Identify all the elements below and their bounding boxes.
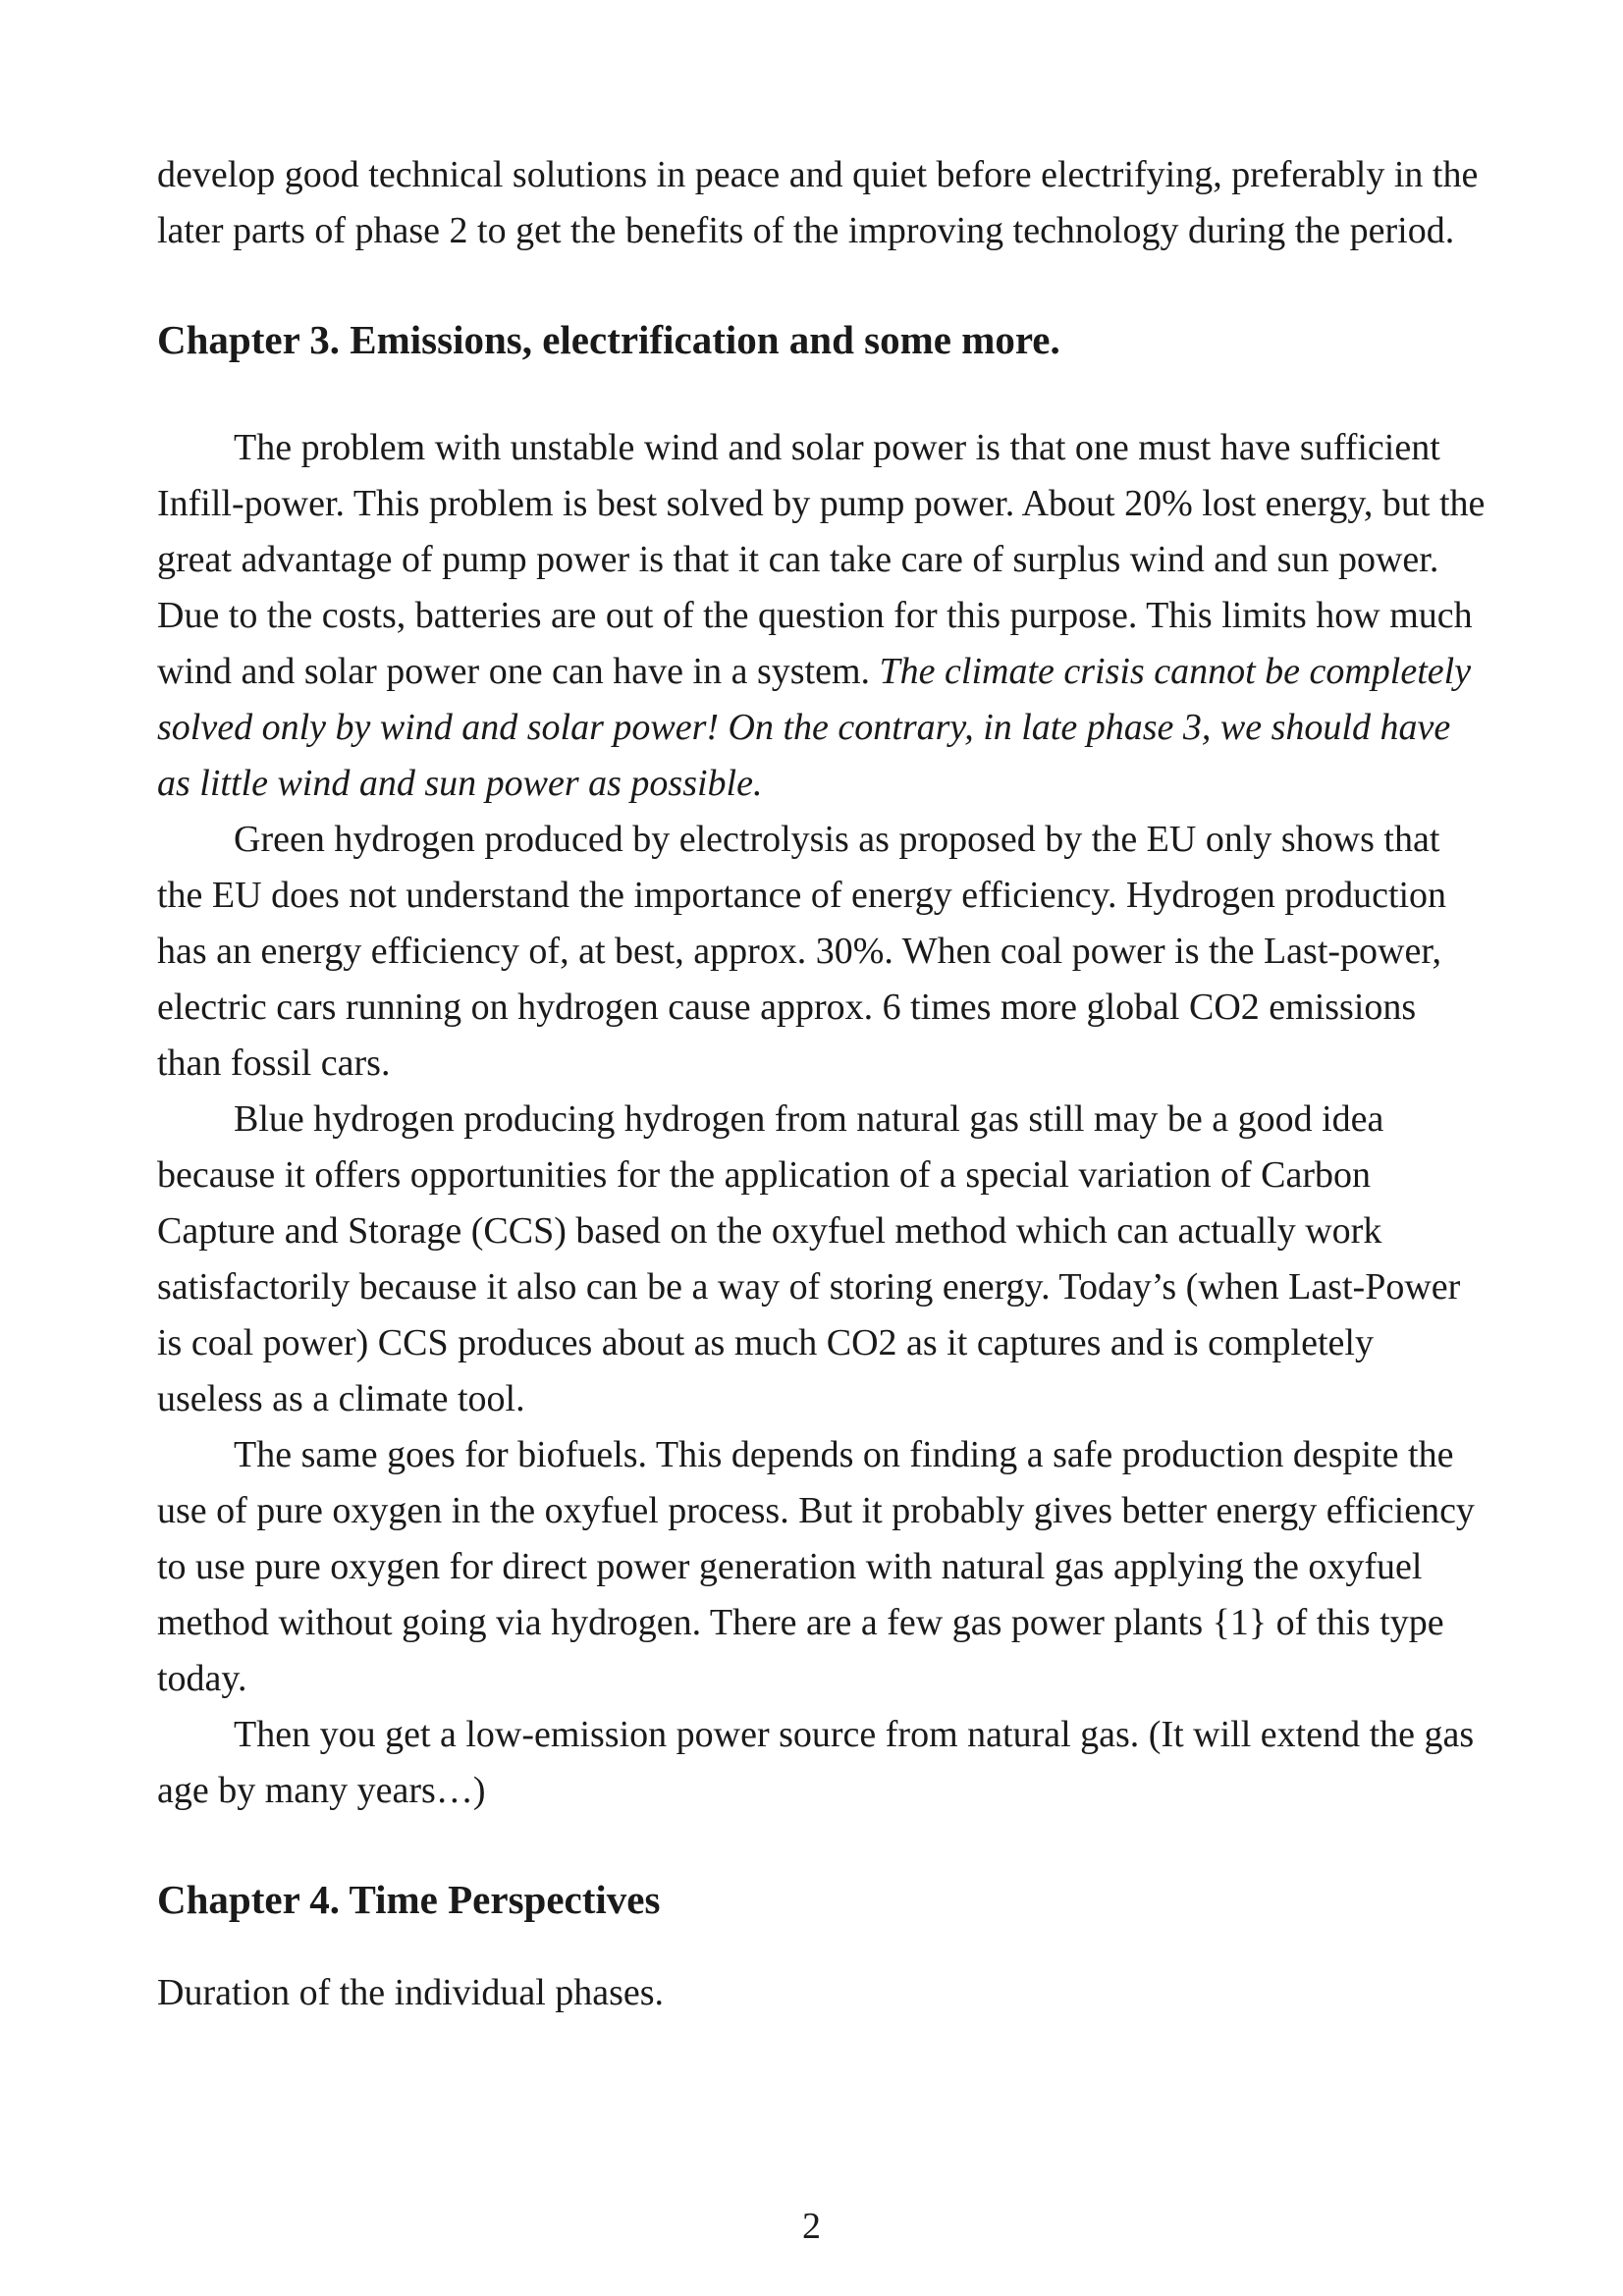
- page-number: 2: [802, 2206, 821, 2247]
- chapter-4-heading: Chapter 4. Time Perspectives: [157, 1877, 661, 1922]
- chapter-3-paragraph-5: Then you get a low-emission power source from natural gas. (It will extend the gas age by many years…): [157, 1714, 1475, 1811]
- chapter-3-paragraph-4: The same goes for biofuels. This depends on finding a safe production despite the use of pure oxygen in the oxyfuel process. But it probably gives better energy efficiency to use pure oxygen for direct power generation with natural gas applying the oxyfuel method without going via hydrogen. There are a few gas power plants {1} of this type today.: [157, 1434, 1475, 1699]
- document-page: [157, 147, 1488, 2021]
- chapter-3-heading: Chapter 3. Emissions, electrification and some more.: [157, 317, 1060, 362]
- chapter-3-paragraph-1: [157, 420, 1488, 812]
- paragraph-1-text: The problem with unstable wind and solar power is that one must have sufficient Infill-power. This problem is best solved by pump power. About 20% lost energy, but the great advantage of pump power is that it can take care of surplus wind and sun power. Due to the costs, batteries are out of the question for this purpose. This limits how much wind and solar power one can have in a system.: [157, 427, 1486, 692]
- paragraph-1-emphasis: The climate crisis cannot be completely solved only by wind and solar power! On the contrary, in late phase 3, we should have as little wind and sun power as possible.: [157, 651, 1472, 804]
- chapter-3-paragraph-2: Green hydrogen produced by electrolysis as proposed by the EU only shows that the EU does not understand the importance of energy efficiency. Hydrogen production has an energy efficiency of, at best, approx. 30%. When coal power is the Last-power, electric cars running on hydrogen cause approx. 6 times more global CO2 emissions than fossil cars.: [157, 819, 1447, 1084]
- chapter-3-paragraph-3: Blue hydrogen producing hydrogen from natural gas still may be a good idea because it offers opportunities for the application of a special variation of Carbon Capture and Storage (CCS) based on the oxyfuel method which can actually work satisfactorily because it also can be a way of storing energy. Today’s (when Last-Power is coal power) CCS produces about as much CO2 as it captures and is completely useless as a climate tool.: [157, 1098, 1461, 1419]
- intro-paragraph: develop good technical solutions in peace and quiet before electrifying, preferably in the later parts of phase 2 to get the benefits of the improving technology during the period.: [157, 154, 1479, 251]
- chapter-4-paragraph-1: Duration of the individual phases.: [157, 1972, 665, 2013]
